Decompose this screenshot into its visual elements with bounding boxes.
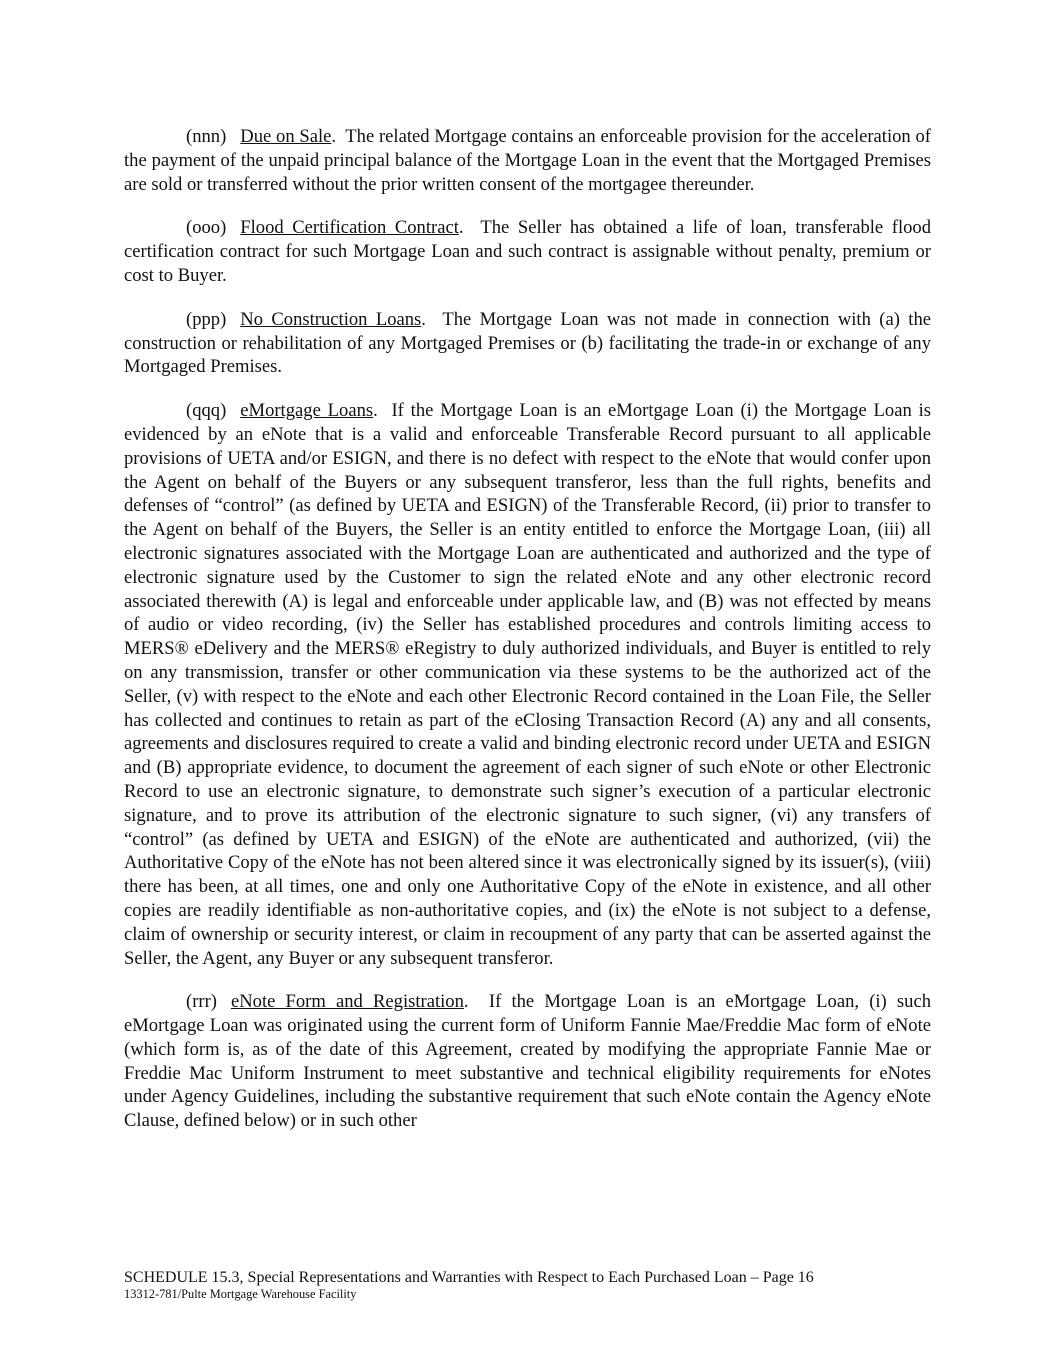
document-body — [124, 125, 931, 1153]
footer-page-label: SCHEDULE 15.3, Special Representations and Warranties with Respect to Each Purchased Loan – Page 16 — [124, 1269, 814, 1286]
paragraph-no-construction-loans: (ppp) No Construction Loans. The Mortgage Loan was not made in connection with (a) the construction or rehabilitation of any Mortgaged Premises or (b) facilitating the trade-in or exchange of any Mortgaged Premises. — [124, 308, 932, 378]
paragraph-text: The Mortgage Loan was not made in connection with (a) the construction or rehabilitation of any Mortgaged Premises or (b) facilitating the trade-in or exchange of any Mortgaged Premises. — [124, 308, 932, 378]
paragraph-number: (nnn) — [186, 126, 227, 147]
paragraph-due-on-sale: (nnn) Due on Sale. The related Mortgage contains an enforceable provision for the acceleration of the payment of the unpaid principal balance of the Mortgage Loan in the event that the Mortgaged Premises are sold or transferred without the prior written consent of the mortgagee thereunder. — [124, 126, 931, 195]
paragraph-heading: eMortgage Loans — [240, 400, 374, 422]
paragraph-number: (ooo) — [186, 217, 227, 239]
paragraph-text: If the Mortgage Loan is an eMortgage Loan (i) the Mortgage Loan is evidenced by an eNote that is a valid and enforceable Transferable Record pursuant to all applicable provisions of UETA and/or ESIGN, and there is no defect with respect to the eNote that would confer upon the Agent on behalf of the Buyers or any subsequent transferor, less than the full rights, benefits and defenses of “control” (as defined by UETA and ESIGN) of the Transferable Record, (ii) prior to transfer to the Agent on behalf of the Buyers, the Seller is an entity entitled to enforce the Mortgage Loan, (iii) all electronic signatures associated with the Mortgage Loan are authenticated and authorized and the type of electronic signature used by the Customer to sign the related eNote and any other electronic record associated therewith (A) is legal and enforceable under applicable law, and (B) was not effected by means of audio or video recording, (iv) the Seller has established procedures and controls limiting access to MERS® eDelivery and the MERS® eRegistry to duly authorized individuals, and Buyer is entitled to rely on any transmission, transfer or other communication via these systems to be the authorized act of the Seller, (v) with respect to the eNote and each other Electronic Record contained in the Loan File, the Seller has collected and continues to retain as part of the eClosing Transaction Record (A) any and all consents, agreements and disclosures required to create a valid and binding electronic record under UETA and ESIGN and (B) appropriate evidence, to document the agreement of each signer of such eNote or other Electronic Record to use an electronic signature, to demonstrate such signer’s execution of a particular electronic signature, and to prove its attribution of the electronic signature to such signer, (vi) any transfers of “control” (as defined by UETA and ESIGN) of the eNote are authenticated and authorized, (vii) the Authoritative Copy of the eNote has not been altered since it was electronically signed by its issuer(s), (viii) there has been, at all times, one and only one Authoritative Copy of the eNote in existence, and all other copies are readily identifiable as non-authoritative copies, and (ix) the eNote is not subject to a defense, claim of ownership or security interest, or claim in recoupment of any party that can be asserted against the Seller, the Agent, any Buyer or any subsequent transferor. — [124, 400, 931, 969]
paragraph-heading: Due on Sale — [240, 126, 332, 147]
page-footer — [124, 1268, 931, 1301]
paragraph-text: The Seller has obtained a life of loan, transferable flood certification contract for such Mortgage Loan and such contract is assignable without penalty, premium or cost to Buyer. — [124, 217, 932, 286]
paragraph-heading: Flood Certification Contract — [240, 217, 459, 239]
paragraph-emortgage-loans: (qqq) eMortgage Loans. If the Mortgage Loan is an eMortgage Loan (i) the Mortgage Loan is evidenced by an eNote that is a valid and enforceable Transferable Record pursuant to all applicable provisions of UETA and/or ESIGN, and there is no defect with respect to the eNote that would confer upon the Agent on behalf of the Buyers or any subsequent transferor, less than the full rights, benefits and defenses of “control” (as defined by UETA and ESIGN) of the Transferable Record, (ii) prior to transfer to the Agent on behalf of the Buyers, the Seller is an entity entitled to enforce the Mortgage Loan, (iii) all electronic signatures associated with the Mortgage Loan are authenticated and authorized and the type of electronic signature used by the Customer to sign the related eNote and any other electronic record associated therewith (A) is legal and enforceable under applicable law, and (B) was not effected by means of audio or video recording, (iv) the Seller has established procedures and controls limiting access to MERS® eDelivery and the MERS® eRegistry to duly authorized individuals, and Buyer is entitled to rely on any transmission, transfer or other communication via these systems to be the authorized act of the Seller, (v) with respect to the eNote and each other Electronic Record contained in the Loan File, the Seller has collected and continues to retain as part of the eClosing Transaction Record (A) any and all consents, agreements and disclosures required to create a valid and binding electronic record under UETA and ESIGN and (B) appropriate evidence, to document the agreement of each signer of such eNote or other Electronic Record to use an electronic signature, to demonstrate such signer’s execution of a particular electronic signature, and to prove its attribution of the electronic signature to such signer, (vi) any transfers of “control” (as defined by UETA and ESIGN) of the eNote are authenticated and authorized, (vii) the Authoritative Copy of the eNote has not been altered since it was electronically signed by its issuer(s), (viii) there has been, at all times, one and only one Authoritative Copy of the eNote in existence, and all other copies are readily identifiable as non-authoritative copies, and (ix) the eNote is not subject to a defense, claim of ownership or security interest, or claim in recoupment of any party that can be asserted against the Seller, the Agent, any Buyer or any subsequent transferor. — [124, 400, 931, 969]
paragraph-heading: No Construction Loans — [240, 308, 422, 330]
paragraph-text: The related Mortgage contains an enforceable provision for the acceleration of the payment of the unpaid principal balance of the Mortgage Loan in the event that the Mortgaged Premises are sold or transferred without the prior written consent of the mortgagee thereunder. — [124, 126, 931, 195]
paragraph-text: If the Mortgage Loan is an eMortgage Loan, (i) such eMortgage Loan was originated using the current form of Uniform Fannie Mae/Freddie Mac form of eNote (which form is, as of the date of this Agreement, created by modifying the appropriate Fannie Mae or Freddie Mac Uniform Instrument to meet substantive and technical eligibility requirements for eNotes under Agency Guidelines, including the substantive requirement that such eNote contain the Agency eNote Clause, defined below) or in such other — [124, 991, 931, 1132]
paragraph-flood-certification: (ooo) Flood Certification Contract. The Seller has obtained a life of loan, transferable flood certification contract for such Mortgage Loan and such contract is assignable without penalty, premium or cost to Buyer. — [124, 217, 932, 286]
paragraph-number: (rrr) — [186, 991, 217, 1013]
paragraph-number: (ppp) — [186, 308, 227, 330]
footer-doc-id: 13312-781/Pulte Mortgage Warehouse Facility — [124, 1287, 357, 1301]
paragraph-enote-form-registration: (rrr) eNote Form and Registration. If the Mortgage Loan is an eMortgage Loan, (i) such eMortgage Loan was originated using the current form of Uniform Fannie Mae/Freddie Mac form of eNote (which form is, as of the date of this Agreement, created by modifying the appropriate Fannie Mae or Freddie Mac Uniform Instrument to meet substantive and technical eligibility requirements for eNotes under Agency Guidelines, including the substantive requirement that such eNote contain the Agency eNote Clause, defined below) or in such other — [124, 991, 931, 1132]
paragraph-heading: eNote Form and Registration — [230, 991, 464, 1013]
paragraph-number: (qqq) — [186, 400, 227, 422]
